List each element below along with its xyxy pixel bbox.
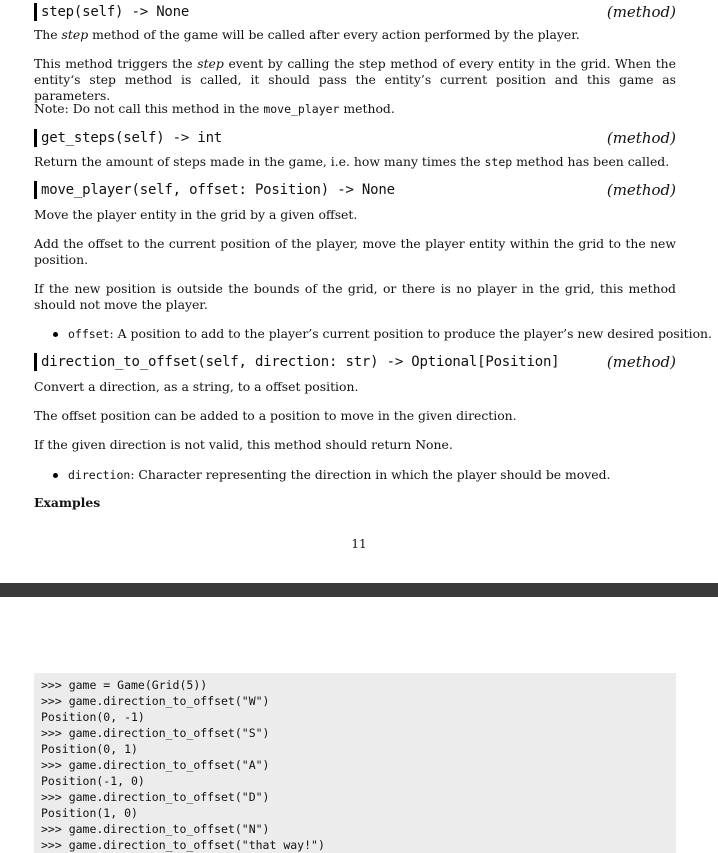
code-line: >>> game = Game(Grid(5)): [41, 678, 208, 692]
code-line: Position(0, -1): [41, 710, 145, 724]
method-kind: (method): [606, 129, 676, 147]
method-heading-get-steps: [34, 128, 676, 148]
paragraph: If the new position is outside the bounds of the grid, or there is no player in the grid, this method should not move the player.: [34, 281, 676, 312]
paragraph: Return the amount of steps made in the game, i.e. how many times the step method has been called.: [34, 154, 670, 169]
method-heading-direction-to-offset: [34, 352, 676, 372]
paragraph: This method triggers the step event by calling the step method of every entity in the grid. When the entity‘s step method is called, it should pass the entity’s current position and this game as parameters.: [34, 56, 676, 103]
page-number: 11: [351, 537, 367, 551]
code-line: >>> game.direction_to_offset("W"): [41, 694, 270, 708]
paragraph: Move the player entity in the grid by a given offset.: [34, 207, 358, 222]
method-signature: get_steps(self) -> int: [41, 130, 223, 146]
code-line: Position(-1, 0): [41, 774, 145, 788]
method-heading-step: [34, 2, 676, 22]
paragraph: Note: Do not call this method in the move_player method.: [34, 101, 395, 116]
method-signature: step(self) -> None: [41, 4, 190, 20]
method-kind: (method): [606, 3, 676, 21]
examples-heading: Examples: [34, 495, 101, 510]
paragraph: The step method of the game will be called after every action performed by the player.: [34, 27, 580, 42]
paragraph: If the given direction is not valid, this method should return None.: [34, 437, 453, 452]
method-kind: (method): [606, 353, 676, 371]
heading-bar: [34, 129, 37, 147]
paragraph: Convert a direction, as a string, to a offset position.: [34, 379, 359, 394]
heading-bar: [34, 3, 37, 21]
code-line: >>> game.direction_to_offset("A"): [41, 758, 270, 772]
bullet-icon: [53, 332, 58, 337]
page-separator: [0, 583, 718, 597]
heading-bar: [34, 353, 37, 371]
document-page: step(self) -> None (method) The step method of the game will be called after every action performed by the player. This method triggers the step event by calling the step method of every entity in the grid. When the entity‘s step method is called, it should pass the entity’s current position and this game as parameters. Note: Do not call this method in the move_player method. get_steps(self) -> int (method) Return the amount of steps made in the game, i.e. how many times the step method has been called. move_player(self, offset: Position) -> None (method) Move the player entity in the grid by a given offset. Add the offset to the current position of the player, move the player entity within the grid to the new position. If the new position is outside the bounds of the grid, or there is no player in the grid, this method should not move the player. offset: A position to add to the player’s current position to produce the player’s new desired position. direction_to_offset(self, direction: str) -> Optional[Position] (method) Convert a direction, as a string, to a offset position. The offset position can be added to a position to move in the given direction. If the given direction is not valid, this method should return None. direction: Character representing the direction in which the player should be moved. Examples 11: [0, 0, 718, 583]
code-line: >>> game.direction_to_offset("N"): [41, 822, 270, 836]
bullet-icon: [53, 473, 58, 478]
method-signature: move_player(self, offset: Position) -> None: [41, 182, 395, 198]
code-block: [34, 673, 676, 853]
method-signature: direction_to_offset(self, direction: str) -> Optional[Position]: [41, 354, 560, 370]
code-line: >>> game.direction_to_offset("S"): [41, 726, 270, 740]
paragraph: Add the offset to the current position of the player, move the player entity within the grid to the new position.: [34, 236, 676, 267]
code-line: Position(1, 0): [41, 806, 138, 820]
code-line: >>> game.direction_to_offset("that way!"): [41, 838, 325, 852]
method-kind: (method): [606, 181, 676, 199]
heading-bar: [34, 181, 37, 199]
code-line: >>> game.direction_to_offset("D"): [41, 790, 270, 804]
method-heading-move-player: [34, 180, 676, 200]
paragraph: The offset position can be added to a position to move in the given direction.: [34, 408, 517, 423]
code-line: Position(0, 1): [41, 742, 138, 756]
